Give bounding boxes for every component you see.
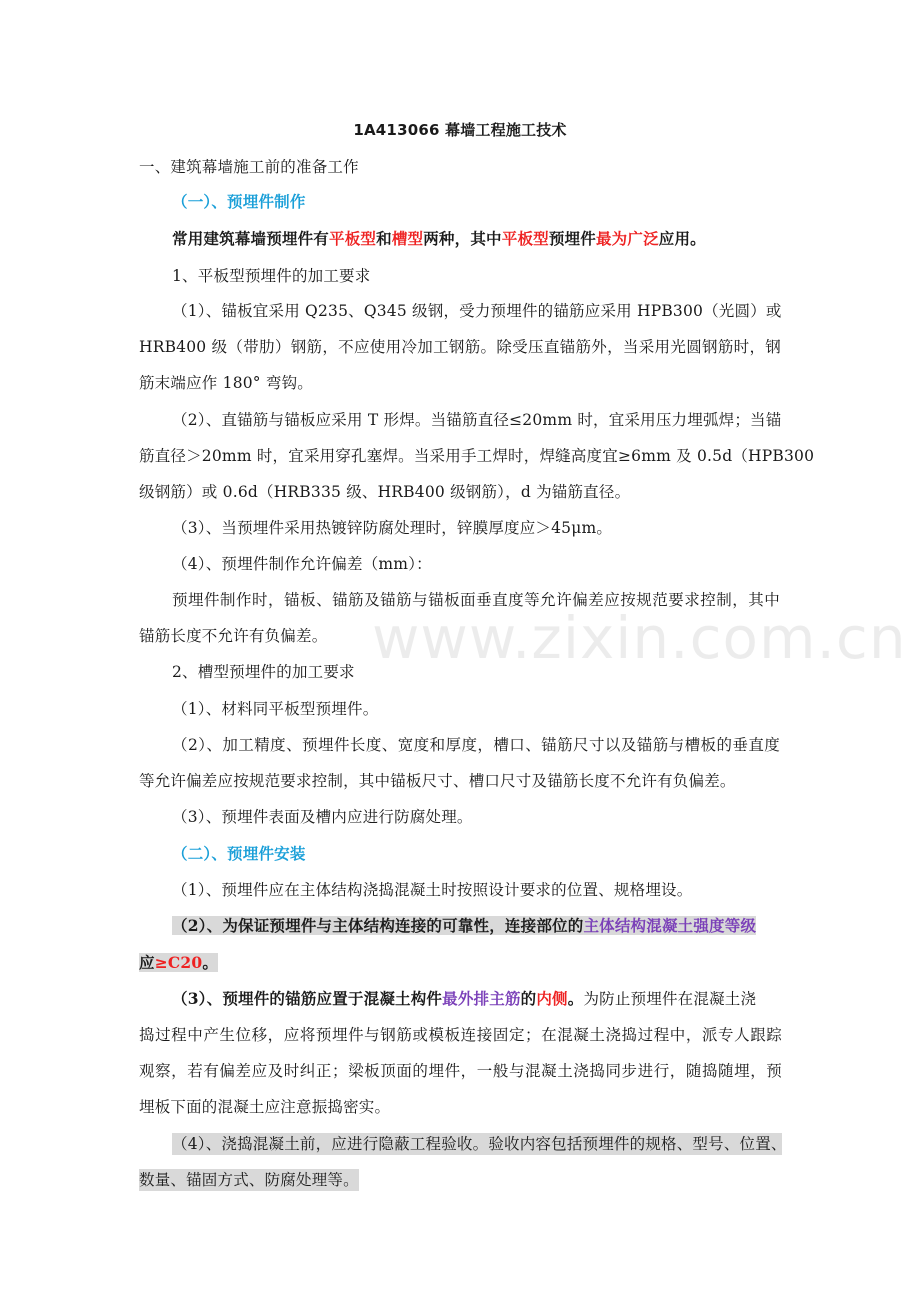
paragraph-line: （2）、加工精度、预埋件长度、宽度和厚度，槽口、锚筋尺寸以及锚筋与槽板的垂直度 xyxy=(172,736,780,754)
paragraph-line: 捣过程中产生位移，应将预埋件与钢筋或模板连接固定；在混凝土浇捣过程中，派专人跟踪 xyxy=(139,1026,782,1044)
page-title: 1A413066 幕墙工程施工技术 xyxy=(353,121,567,139)
paragraph-line: 埋板下面的混凝土应注意振捣密实。 xyxy=(139,1098,391,1116)
watermark: www.zixin.com.cn xyxy=(372,604,907,672)
section-heading: 一、建筑幕墙施工前的准备工作 xyxy=(139,158,359,176)
paragraph-line: 预埋件制作时，锚板、锚筋及锚筋与锚板面垂直度等允许偏差应按规范要求控制，其中 xyxy=(172,591,780,609)
highlighted-paragraph-line: （4）、浇捣混凝土前，应进行隐蔽工程验收。验收内容包括预埋件的规格、型号、位置、 xyxy=(172,1135,787,1153)
paragraph-line: （3）、预埋件的锚筋应置于混凝土构件最外排主筋的内侧。为防止预埋件在混凝土浇 xyxy=(172,989,757,1008)
groove-type-heading: 2、槽型预埋件的加工要求 xyxy=(172,663,355,681)
paragraph-line: 筋直径＞20mm 时，宜采用穿孔塞焊。当采用手工焊时，焊缝高度宜≥6mm 及 0.5d（HPB300 xyxy=(139,447,815,465)
paragraph-line: 筋末端应作 180° 弯钩。 xyxy=(139,374,313,392)
intro-paragraph: 常用建筑幕墙预埋件有平板型和槽型两种，其中平板型预埋件最为广泛应用。 xyxy=(172,229,706,248)
subsection-heading-production: （一）、预埋件制作 xyxy=(172,192,306,211)
paragraph-line: （3）、预埋件表面及槽内应进行防腐处理。 xyxy=(172,808,473,826)
paragraph-line: 级钢筋）或 0.6d（HRB335 级、HRB400 级钢筋），d 为锚筋直径。 xyxy=(139,483,631,501)
highlighted-paragraph-line: 数量、锚固方式、防腐处理等。 xyxy=(139,1171,359,1189)
flat-type-heading: 1、平板型预埋件的加工要求 xyxy=(172,267,371,285)
paragraph-line: （1）、锚板宜采用 Q235、Q345 级钢，受力预埋件的锚筋应采用 HPB300（光圆）或 xyxy=(172,302,782,320)
paragraph-line: 等允许偏差应按规范要求控制，其中锚板尺寸、槽口尺寸及锚筋长度不允许有负偏差。 xyxy=(139,772,736,790)
paragraph-line: （3）、当预埋件采用热镀锌防腐处理时，锌膜厚度应＞45μm。 xyxy=(172,519,613,537)
paragraph-line: （2）、直锚筋与锚板应采用 T 形焊。当锚筋直径≤20mm 时，宜采用压力埋弧焊；当锚 xyxy=(172,411,782,429)
paragraph-line: （1）、材料同平板型预埋件。 xyxy=(172,700,379,718)
subsection-heading-installation: （二）、预埋件安装 xyxy=(172,844,306,863)
paragraph-line: 锚筋长度不允许有负偏差。 xyxy=(139,627,328,645)
paragraph-line: （1）、预埋件应在主体结构浇捣混凝土时按照设计要求的位置、规格埋设。 xyxy=(172,881,693,899)
highlighted-paragraph-line: （2）、为保证预埋件与主体结构连接的可靠性，连接部位的主体结构混凝土强度等级 xyxy=(172,916,757,935)
highlighted-paragraph-line: 应≥C20。 xyxy=(139,953,219,972)
paragraph-line: （4）、预埋件制作允许偏差（mm）： xyxy=(172,555,432,573)
paragraph-line: 观察，若有偏差应及时纠正；梁板顶面的埋件，一般与混凝土浇捣同步进行，随捣随埋，预 xyxy=(139,1062,782,1080)
paragraph-line: HRB400 级（带肋）钢筋，不应使用冷加工钢筋。除受压直锚筋外，当采用光圆钢筋时，钢 xyxy=(139,338,781,356)
